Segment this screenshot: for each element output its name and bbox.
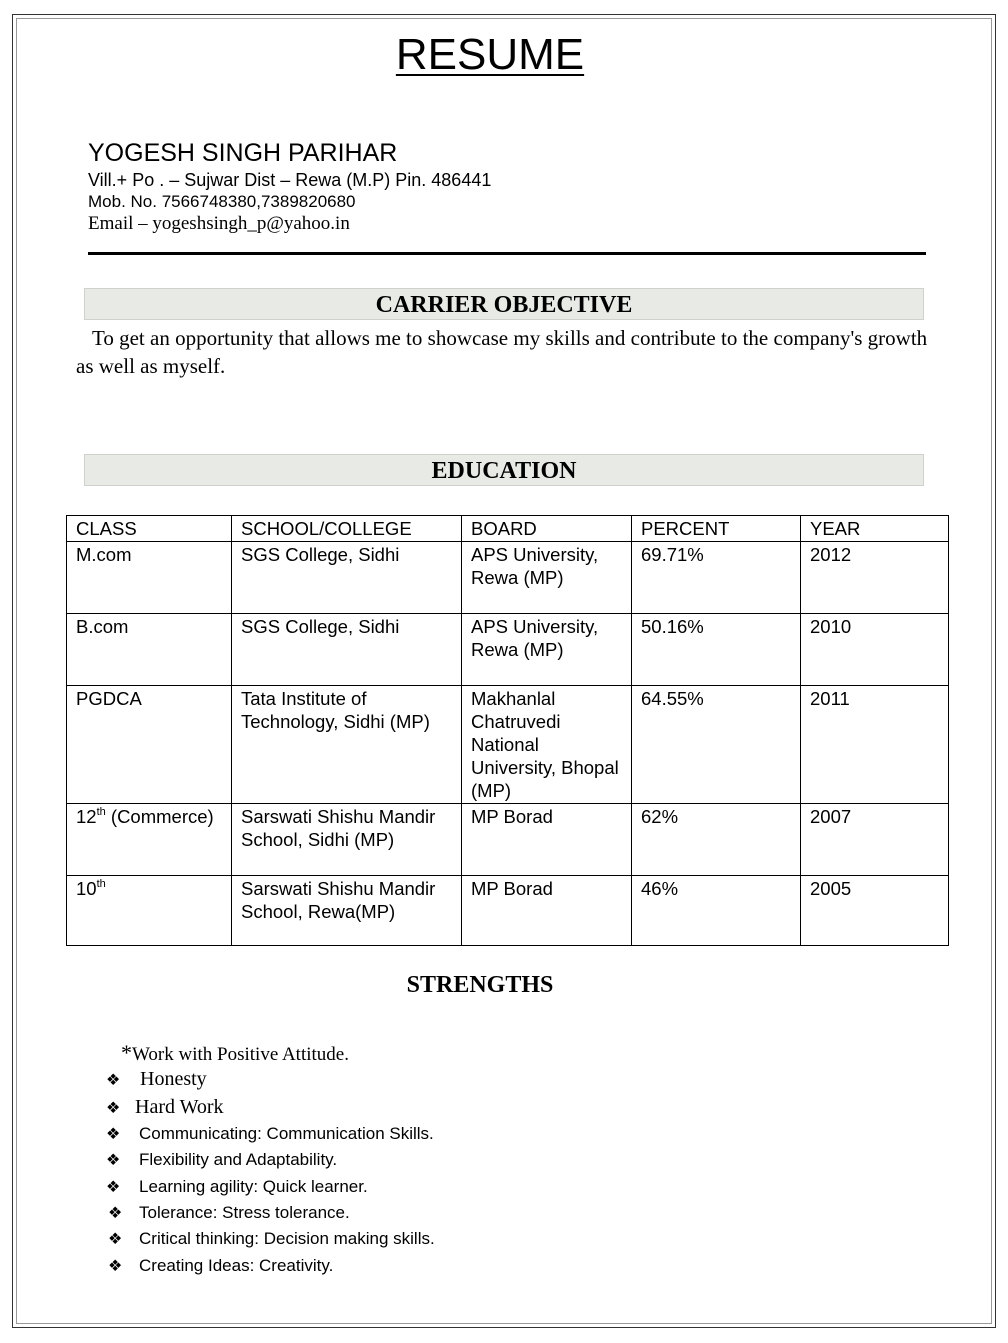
diamond-bullet-icon: ❖: [106, 1179, 121, 1196]
table-row: [67, 876, 949, 946]
board-cell: APS University, Rewa (MP): [462, 614, 632, 686]
column-header: CLASS: [67, 516, 232, 542]
school-cell: SGS College, Sidhi: [232, 542, 462, 614]
candidate-name: YOGESH SINGH PARIHAR: [88, 139, 398, 167]
diamond-bullet-icon: ❖: [106, 1100, 121, 1117]
list-item: ❖ Critical thinking: Decision making skills.: [108, 1229, 435, 1248]
year-cell: 2011: [801, 686, 949, 804]
school-cell: SGS College, Sidhi: [232, 614, 462, 686]
list-item: ❖ Tolerance: Stress tolerance.: [108, 1203, 350, 1222]
class-cell: B.com: [67, 614, 232, 686]
table-row: [67, 542, 949, 614]
diamond-bullet-icon: ❖: [108, 1231, 123, 1248]
percent-cell: 46%: [632, 876, 801, 946]
percent-cell: 64.55%: [632, 686, 801, 804]
board-cell: APS University, Rewa (MP): [462, 542, 632, 614]
percent-cell: 69.71%: [632, 542, 801, 614]
list-item: ❖ Communicating: Communication Skills.: [106, 1124, 434, 1143]
table-row: [67, 804, 949, 876]
school-cell: Sarswati Shishu Mandir School, Rewa(MP): [232, 876, 462, 946]
diamond-bullet-icon: ❖: [108, 1205, 123, 1222]
list-item: ❖ Honesty: [106, 1068, 207, 1090]
board-cell: MP Borad: [462, 876, 632, 946]
diamond-bullet-icon: ❖: [106, 1152, 121, 1169]
education-table: [66, 515, 949, 946]
school-cell: Sarswati Shishu Mandir School, Sidhi (MP): [232, 804, 462, 876]
objective-text: To get an opportunity that allows me to showcase my skills and contribute to the company's growth as well as myself.: [76, 326, 928, 378]
education-heading: EDUCATION: [84, 454, 924, 486]
mobile-line: Mob. No. 7566748380,7389820680: [88, 192, 356, 211]
table-row: [67, 686, 949, 804]
strengths-heading: STRENGTHS: [406, 972, 554, 998]
list-item: ❖ Hard Work: [106, 1096, 224, 1118]
class-cell: 10th: [67, 876, 232, 946]
class-cell: PGDCA: [67, 686, 232, 804]
percent-cell: 62%: [632, 804, 801, 876]
strength-item-attitude: *Work with Positive Attitude.: [121, 1040, 349, 1065]
list-item: ❖ Flexibility and Adaptability.: [106, 1150, 338, 1169]
table-header-row: [67, 516, 949, 542]
list-item: ❖ Creating Ideas: Creativity.: [108, 1256, 334, 1275]
diamond-bullet-icon: ❖: [106, 1072, 121, 1089]
column-header: BOARD: [462, 516, 632, 542]
resume-title: RESUME: [395, 30, 585, 79]
list-item: ❖ Learning agility: Quick learner.: [106, 1177, 368, 1196]
board-cell: MP Borad: [462, 804, 632, 876]
class-cell: 12th (Commerce): [67, 804, 232, 876]
board-cell: Makhanlal Chatruvedi National University, Bhopal (MP): [462, 686, 632, 804]
address-line: Vill.+ Po . – Sujwar Dist – Rewa (M.P) Pin. 486441: [88, 170, 492, 190]
year-cell: 2007: [801, 804, 949, 876]
table-row: [67, 614, 949, 686]
column-header: PERCENT: [632, 516, 801, 542]
year-cell: 2012: [801, 542, 949, 614]
column-header: YEAR: [801, 516, 949, 542]
diamond-bullet-icon: ❖: [106, 1126, 121, 1143]
asterisk-marker: *: [121, 1040, 132, 1065]
school-cell: Tata Institute of Technology, Sidhi (MP): [232, 686, 462, 804]
percent-cell: 50.16%: [632, 614, 801, 686]
column-header: SCHOOL/COLLEGE: [232, 516, 462, 542]
class-cell: M.com: [67, 542, 232, 614]
header-divider: [88, 252, 926, 255]
objective-heading: CARRIER OBJECTIVE: [84, 288, 924, 320]
email-line: Email – yogeshsingh_p@yahoo.in: [88, 213, 350, 234]
year-cell: 2010: [801, 614, 949, 686]
year-cell: 2005: [801, 876, 949, 946]
diamond-bullet-icon: ❖: [108, 1258, 123, 1275]
